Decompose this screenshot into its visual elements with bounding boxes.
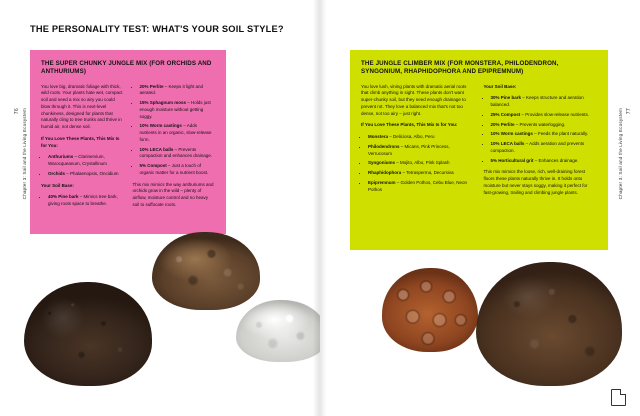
panel-title-chunky-jungle: THE SUPER CHUNKY JUNGLE MIX (FOR ORCHIDS AND ANTHURIUMS)	[41, 60, 212, 76]
page-right	[320, 0, 640, 416]
intro-text: You love big, dramatic foliage with thick, wild roots. Your plants hate wet, compact soil and need a mix so airy you could blow through it. This is next-level chunkiness, designed for plants that naturally cling to tree trunks and thrive in humid air, not dense soil.	[41, 83, 123, 130]
list-item	[491, 112, 598, 119]
plant-name: Rhaphidophora	[368, 170, 402, 176]
plant-detail: – Tetrasperma, Decursiva	[401, 170, 454, 176]
ingredient-detail: – Keeps it light and aerated.	[139, 83, 204, 96]
list-item	[368, 134, 475, 141]
plant-name: Orchids	[48, 170, 66, 176]
list-item	[140, 123, 216, 143]
plant-detail: – Deliciosa, Albo, Peru	[388, 134, 435, 140]
ingredient-detail: – Keeps structure and aeration balanced.	[490, 95, 584, 108]
plant-detail: – Golden Pothos, Cebu Blue, Neon Pothos	[368, 179, 468, 192]
panel-column-left	[41, 84, 124, 214]
list-item	[491, 158, 598, 165]
list-item	[48, 154, 124, 168]
ingredient-name: 20% Perlite	[139, 83, 164, 89]
soil-base-heading: Your Soil Base:	[483, 83, 517, 89]
bark-chunks-heap-photo	[152, 232, 260, 310]
plant-detail: – Mojito, Albo, Pink Splash	[395, 160, 450, 166]
ingredient-detail: – Mimics tree bark, giving roots space to breathe.	[48, 194, 118, 207]
ingredient-detail: – Enhances drainage.	[533, 157, 579, 163]
folio-left: 76	[14, 108, 20, 115]
list-item	[491, 131, 598, 138]
list-item	[140, 147, 216, 161]
ingredient-detail: – Prevents waterlogging.	[514, 121, 566, 127]
plant-name: Monstera	[368, 134, 389, 140]
list-item	[368, 160, 475, 167]
list-item	[491, 95, 598, 109]
list-item	[140, 100, 216, 120]
ingredient-name: 10% Worm castings	[139, 123, 182, 129]
soil-base-list-part1	[41, 194, 124, 208]
plant-name: Epipremnum	[368, 179, 396, 185]
page-fold-icon	[611, 389, 626, 406]
running-head-left: Chapter 3: Soil and the Living Ecosystem	[22, 108, 27, 200]
leca-balls-heap-photo	[382, 268, 478, 352]
soil-base-heading: Your Soil Base:	[41, 182, 74, 188]
plant-name: Anthuriums	[48, 154, 74, 160]
closing-text: This mix mimics the way anthuriums and orchids grow in the wild – plenty of airflow, moisture control and no heavy soil to suffocate roots.	[132, 181, 214, 207]
ingredient-detail: – Feeds the plant naturally.	[532, 131, 589, 137]
plant-detail: – Phalaenopsis, Oncidium	[65, 170, 119, 176]
plant-name: Philodendrons	[368, 143, 400, 149]
ingredient-name: 10% LECA balls	[490, 141, 525, 147]
coir-soil-heap-photo	[476, 262, 622, 386]
ingredient-name: 20% Perlite	[490, 121, 515, 127]
panel-title-jungle-climber: THE JUNGLE CLIMBER MIX (FOR MONSTERA, PHILODENDRON, SYNGONIUM, RHAPHIDOPHORA AND EPIPREMNUM)	[361, 60, 559, 76]
ingredient-detail: – Adds nutrients in an organic, slow-release form.	[139, 123, 212, 142]
list-item	[491, 141, 598, 155]
ingredient-detail: – Just a touch of organic matter for a nutrient boost.	[139, 163, 209, 175]
dark-soil-heap-photo	[24, 282, 152, 386]
list-item	[368, 144, 475, 158]
list-item	[140, 163, 216, 177]
plant-list	[361, 134, 475, 193]
ingredient-name: 15% Sphagnum moss	[139, 100, 187, 106]
ingredient-name: 10% LECA balls	[139, 146, 174, 152]
ingredient-name: 5% Horticultural grit	[490, 157, 534, 163]
list-item	[368, 170, 475, 177]
plant-detail: – Clarinervium, Warocqueanum, Crystallinum	[48, 154, 107, 167]
panel-column-left	[361, 84, 475, 202]
ingredient-detail: – Adds aeration and prevents compaction.	[490, 141, 585, 153]
plant-name: Syngoniums	[368, 160, 396, 166]
page-title: THE PERSONALITY TEST: WHAT'S YOUR SOIL STYLE?	[30, 24, 284, 34]
soil-mix-panel-chunky-jungle	[30, 50, 226, 234]
soil-base-list-part2	[133, 84, 216, 177]
ingredient-name: 30% Pine bark	[490, 95, 522, 101]
plant-detail: – Micans, Pink Princess, Verrucosum	[368, 143, 450, 156]
panel-column-right	[484, 84, 598, 202]
ingredient-name: 25% Compost	[490, 111, 521, 117]
soil-mix-panel-jungle-climber	[350, 50, 608, 250]
intro-text: You love lush, vining plants with dramatic aerial roots that climb anything in sight. These plants don't want super-chunky soil, but they need enough drainage to prevent rot. They love a balanced mix that's not too dense, not too airy – just right.	[361, 83, 467, 116]
if-you-love-heading: If You Love These Plants, This Mix Is for You:	[41, 135, 120, 148]
ingredient-detail: – Prevents compaction and enhances drainage.	[139, 146, 213, 159]
ingredient-detail: – Provides slow-release nutrients.	[520, 111, 590, 117]
list-item	[491, 122, 598, 129]
list-item	[48, 194, 124, 208]
ingredient-detail: – Holds just enough moisture without getting soggy.	[139, 100, 211, 119]
ingredient-name: 10% Worm castings	[490, 131, 533, 137]
closing-text: This mix mimics the loose, rich, well-draining forest floors these plants naturally thrive in. It holds onto moisture but never stays soggy, making it perfect for fast-growing, trailing and climbing jungle plants.	[483, 169, 588, 195]
plant-list	[41, 154, 124, 177]
soil-base-list	[484, 95, 598, 164]
folio-right: 77	[626, 108, 632, 115]
ingredient-name: 40% Pine bark	[48, 194, 79, 200]
list-item	[368, 180, 475, 194]
list-item	[140, 84, 216, 98]
ingredient-name: 5% Compost	[139, 163, 167, 169]
list-item	[48, 171, 124, 178]
running-head-right: Chapter 3: Soil and the Living Ecosystem	[618, 108, 623, 200]
perlite-heap-photo	[236, 300, 320, 362]
panel-column-right	[133, 84, 216, 214]
if-you-love-heading: If You Love These Plants, This Mix Is for You:	[361, 122, 458, 128]
